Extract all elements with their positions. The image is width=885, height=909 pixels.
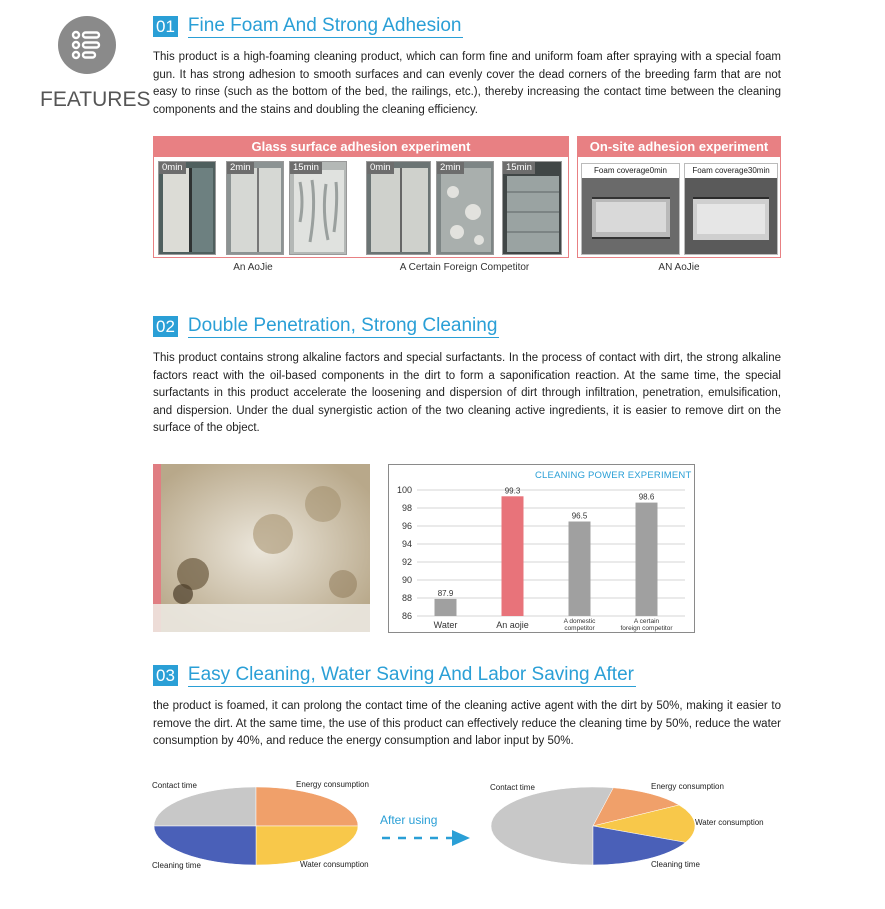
pie-label: Energy consumption [651,782,724,791]
data-label: 96.5 [571,511,588,521]
glass-photo-2 [226,161,284,255]
glass-photo-5-label: 2min [437,162,464,174]
bar-chart-svg [389,465,694,632]
y-tick-label: 96 [401,521,412,531]
glass-photo-4-label: 0min [367,162,394,174]
y-tick-label: 86 [401,611,412,621]
section-1-heading [153,14,463,38]
pie-after [487,778,787,878]
section-3-text: the product is foamed, it can prolong the contact time of the cleaning active agent with the dirt by 50%, making it easier to remove the dirt. At the same time, the use of this product can effectively reduce the cleaning time by 50%, reduce the water consumption by 40%, and reduce the energy consumption and labor input by 50%. [153,700,781,747]
pie-slice-0 [154,787,256,826]
data-label: 99.3 [504,486,521,496]
foam-glass-image [290,162,347,255]
section-1-text: This product is a high-foaming cleaning product, which can form fine and uniform foam after spraying with a special foam gun. It has strong adhesion to smooth surfaces and can evenly cover the dead corners of the breeding farm that are not easy to rinse (such as the bottom of the bed, the railings, etc.), thereby increasing the contact time between the cleaning components and the stains and doubling the cleaning efficiency. [153,51,781,116]
caption-foreign-competitor: A Certain Foreign Competitor [399,262,530,273]
pie-label: Water consumption [695,818,764,827]
section-3-number: 03 [153,665,178,686]
section-2-heading [153,314,499,338]
pie-before [150,778,385,878]
x-tick-label: foreign competitor [620,625,673,632]
foam-glass-image [503,162,562,255]
x-tick-label: A certain [633,618,660,625]
pie-label: Energy consumption [296,780,369,789]
bar-1 [502,496,524,616]
pie-label: Cleaning time [152,861,201,870]
glass-photo-3 [289,161,347,255]
glass-photo-6-label: 15min [503,162,535,174]
y-tick-label: 90 [401,575,412,585]
features-label: FEATURES [40,88,151,111]
glass-photo-1-label: 0min [159,162,186,174]
site-panel-title: On-site adhesion experiment [578,137,780,157]
bar-0 [435,599,457,616]
after-using-label: After using [380,813,438,827]
glass-photo-3-label: 15min [290,162,322,174]
list-icon [58,16,116,74]
foam-glass-image [159,162,216,255]
pie-slice-1 [256,787,358,826]
foam-bed-image [582,178,679,254]
y-tick-label: 88 [401,593,412,603]
section-3-title: Easy Cleaning, Water Saving And Labor Saving After [187,663,634,685]
section-2-number: 02 [153,316,178,337]
site-photo-1 [581,163,680,255]
section-2-title: Double Penetration, Strong Cleaning [187,314,498,336]
section-3-heading [153,663,636,687]
glass-photo-6 [502,161,562,255]
cleaning-power-chart [388,464,695,633]
glass-panel-title: Glass surface adhesion experiment [154,137,568,157]
caption-an-aojie: An AoJie [233,262,273,273]
y-tick-label: 92 [401,557,412,567]
chart-title: CLEANING POWER EXPERIMENT [535,470,692,481]
foam-glass-image [437,162,494,255]
dirt-foam-image [153,464,370,632]
x-tick-label: An aojie [496,620,529,630]
x-tick-label: competitor [564,625,595,632]
data-label: 98.6 [638,492,655,502]
bar-2 [569,522,591,617]
foam-bed-image [685,178,777,254]
data-label: 87.9 [437,588,454,598]
pie-label: Contact time [490,783,535,792]
pie-label: Water consumption [300,860,369,869]
x-tick-label: Water [433,620,458,630]
site-photo-1-label: Foam coverage0min [594,166,667,175]
glass-photo-5 [436,161,494,255]
foam-glass-image [367,162,431,255]
foam-glass-image [227,162,284,255]
y-tick-label: 94 [401,539,412,549]
glass-photo-4 [366,161,431,255]
section-2-text: This product contains strong alkaline factors and special surfactants. In the process of contact with dirt, the strong alkaline factors react with the oil-based components in the dirt to form a saponification reaction. At the same time, the special surfactants in this product accelerate the loosening and dispersion of dirt through infiltration, penetration, emulsification, and dispersion. Under the dual synergistic action of the two cleaning active ingredients, it is easier to remove dirt on the surface of the object. [153,352,781,434]
pie-label: Contact time [152,781,197,790]
pie-slice-3 [154,826,256,865]
pie-label: Cleaning time [651,860,700,869]
section-1-title: Fine Foam And Strong Adhesion [187,14,462,36]
dirt-foam-photo [153,464,370,632]
section-1-number: 01 [153,16,178,37]
caption-site-an-aojie: AN AoJie [658,262,700,273]
glass-photo-2-label: 2min [227,162,254,174]
features-icon [58,16,116,74]
y-tick-label: 98 [401,503,412,513]
site-photo-2 [684,163,778,255]
site-photo-2-label: Foam coverage30min [692,166,770,175]
bar-3 [636,503,658,616]
y-tick-label: 100 [396,485,412,495]
arrow-right-icon [380,829,472,847]
glass-photo-1 [158,161,216,255]
x-tick-label: A domestic [563,618,596,625]
